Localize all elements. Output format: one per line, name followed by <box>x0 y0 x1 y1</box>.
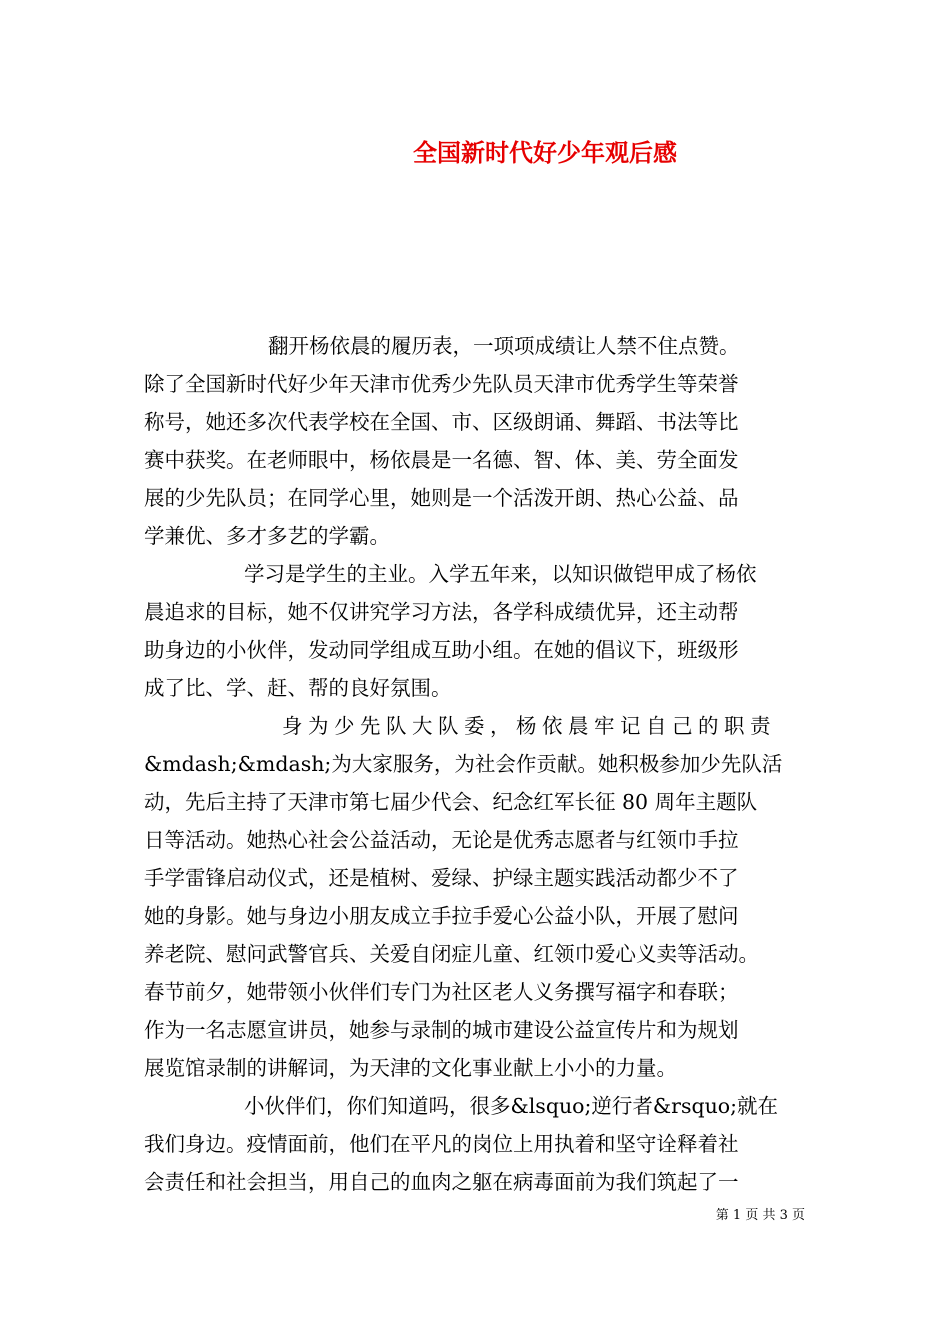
text-line: 手学雷锋启动仪式，还是植树、爱绿、护绿主题实践活动都少不了 <box>144 866 739 890</box>
text-line: 助身边的小伙伴，发动同学组成互助小组。在她的倡议下，班级形 <box>144 638 739 662</box>
document-title: 全国新时代好少年观后感 <box>413 138 677 167</box>
text-line: 我们身边。疫情面前，他们在平凡的岗位上用执着和坚守诠释着社 <box>144 1132 739 1156</box>
document-body <box>144 327 809 1201</box>
text-line: 养老院、慰问武警官兵、关爱自闭症儿童、红领巾爱心义卖等活动。 <box>144 942 759 966</box>
text-line: 展的少先队员；在同学心里，她则是一个活泼开朗、热心公益、品 <box>144 486 739 510</box>
text-line: 小伙伴们，你们知道吗，很多&lsquo;逆行者&rsquo;就在 <box>244 1094 779 1118</box>
page-number: 第 1 页 共 3 页 <box>715 1208 805 1223</box>
text-line: 展览馆录制的讲解词，为天津的文化事业献上小小的力量。 <box>144 1056 677 1080</box>
text-line: 日等活动。她热心社会公益活动，无论是优秀志愿者与红领巾手拉 <box>144 828 739 852</box>
text-line: &mdash;&mdash;为大家服务，为社会作贡献。她积极参加少先队活 <box>144 752 783 776</box>
text-line: 称号，她还多次代表学校在全国、市、区级朗诵、舞蹈、书法等比 <box>144 410 739 434</box>
text-line: 学兼优、多才多艺的学霸。 <box>144 524 390 548</box>
text-line: 动，先后主持了天津市第七届少代会、纪念红军长征 80 周年主题队 <box>144 790 758 814</box>
text-line: 学习是学生的主业。入学五年来，以知识做铠甲成了杨依 <box>244 562 757 586</box>
text-line: 身为少先队大队委，杨依晨牢记自己的职责 <box>282 714 776 738</box>
text-line: 除了全国新时代好少年天津市优秀少先队员天津市优秀学生等荣誉 <box>144 372 739 396</box>
text-line: 晨追求的目标，她不仅讲究学习方法，各学科成绩优异，还主动帮 <box>144 600 739 624</box>
text-line: 春节前夕，她带领小伙伴们专门为社区老人义务撰写福字和春联； <box>144 980 739 1004</box>
text-line: 作为一名志愿宣讲员，她参与录制的城市建设公益宣传片和为规划 <box>144 1018 739 1042</box>
text-line: 成了比、学、赶、帮的良好氛围。 <box>144 676 452 700</box>
text-line: 翻开杨依晨的履历表，一项项成绩让人禁不住点赞。 <box>268 334 740 358</box>
text-line: 赛中获奖。在老师眼中，杨依晨是一名德、智、体、美、劳全面发 <box>144 448 739 472</box>
text-line: 会责任和社会担当，用自己的血肉之躯在病毒面前为我们筑起了一 <box>144 1170 739 1194</box>
text-line: 她的身影。她与身边小朋友成立手拉手爱心公益小队，开展了慰问 <box>144 904 739 928</box>
